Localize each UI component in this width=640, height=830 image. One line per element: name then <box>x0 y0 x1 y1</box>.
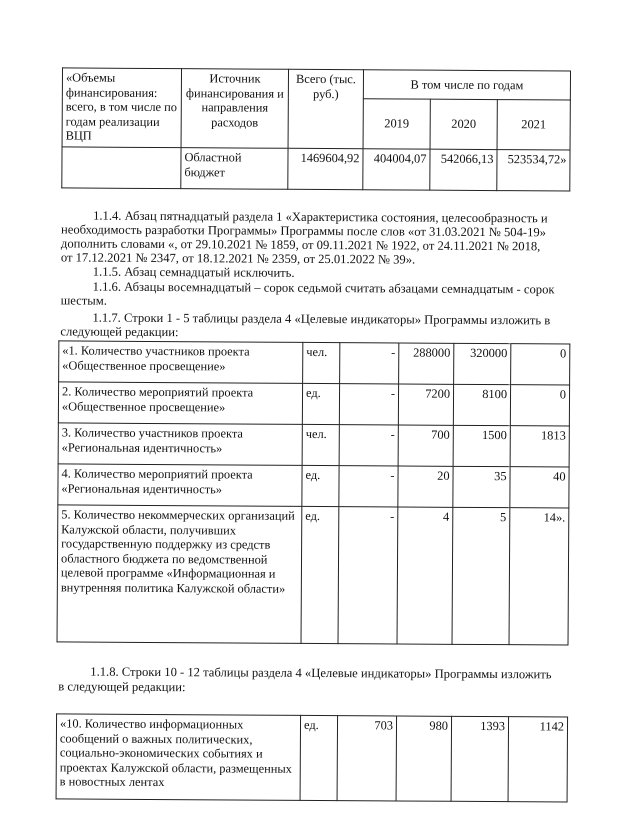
years-header: В том числе по годам <box>363 70 570 100</box>
indicator-name: 4. Количество мероприятий проекта «Региональная идентичность» <box>58 464 302 506</box>
indicator-row <box>58 382 569 426</box>
indicator-name: 2. Количество мероприятий проекта «Общественное просвещение» <box>58 382 302 424</box>
total-cell: 1469604,92 <box>288 148 363 189</box>
indicator-value: 1500 <box>453 425 510 466</box>
source-cell: Областной бюджет <box>181 148 288 190</box>
indicator-value: 14». <box>509 508 569 645</box>
indicator-value: - <box>339 425 398 466</box>
indicator-unit: ед. <box>301 506 339 643</box>
indicator-value: 1393 <box>451 716 509 801</box>
indicator-row <box>56 714 568 802</box>
indicator-value: 5 <box>452 507 510 644</box>
indicator-value: 8100 <box>453 384 510 425</box>
para-1-1-8-a: 1.1.8. Строки 10 - 12 таблицы раздела 4 «Целевые индикаторы» Программы изложить <box>90 664 552 682</box>
indicator-name: 5. Количество некоммерческих организаций Калужской области, получивших государственную поддержку из средств областного бюджета по ведомственной целевой программе «Информационная и внутренняя политика Калужской области» <box>57 505 302 643</box>
indicator-row <box>58 464 569 508</box>
indicator-value: 20 <box>398 466 453 507</box>
indicator-row <box>59 341 570 385</box>
indicator-name: 3. Количество участников проекта «Региональная идентичность» <box>58 423 302 465</box>
financing-label: «Объемы финансирования: всего, в том числе по годам реализации ВЦП <box>62 68 181 148</box>
para-1-1-7-a: 1.1.7. Строки 1 - 5 таблицы раздела 4 «Целевые индикаторы» Программы изложить в <box>92 310 551 328</box>
year-2019: 2019 <box>363 99 430 150</box>
indicator-unit: чел. <box>302 424 339 465</box>
indicator-value: 0 <box>510 385 569 426</box>
para-1-1-4-d: от 17.12.2021 № 2347, от 18.12.2021 № 2359, от 25.01.2022 № 39». <box>60 250 416 267</box>
para-1-1-8-b: в следующей редакции: <box>58 679 186 695</box>
indicator-unit: ед. <box>300 715 338 800</box>
para-1-1-6-a: 1.1.6. Абзацы восемнадцатый – сорок седьмой считать абзацами семнадцатым - сорок <box>92 279 555 297</box>
para-1-1-4-b: необходимость разработки Программы» Программы после слов «от 31.03.2021 № 504-19» <box>60 222 547 240</box>
indicator-value: 980 <box>396 716 452 801</box>
indicator-value: 4 <box>397 507 453 644</box>
indicator-value: - <box>338 507 398 644</box>
indicator-value: 1142 <box>508 717 568 802</box>
value-2019: 404004,07 <box>363 149 430 190</box>
indicator-name: «10. Количество информационных сообщений о важных политических, социально-экономических событиях и проектах Калужской области, размещенных в новостных лентах <box>56 714 301 800</box>
total-header: Всего (тыс. руб.) <box>288 69 363 148</box>
value-2020: 542066,13 <box>430 149 497 190</box>
para-1-1-4-a: 1.1.4. Абзац пятнадцатый раздела 1 «Характеристика состояния, целесообразность и <box>93 208 548 226</box>
indicator-value: 40 <box>510 467 569 508</box>
indicator-row <box>58 423 569 467</box>
indicator-value: - <box>339 466 398 507</box>
para-1-1-4-c: дополнить словами «, от 29.10.2021 № 1859, от 09.11.2021 № 1922, от 24.11.2021 № 2018, <box>60 236 541 254</box>
indicator-value: 700 <box>398 425 453 466</box>
indicator-row <box>57 505 569 645</box>
source-header: Источник финансирования и направления расходов <box>181 69 288 149</box>
para-1-1-7-b: следующей редакции: <box>60 324 179 340</box>
indicator-value: - <box>339 384 398 425</box>
indicator-value: 7200 <box>398 384 453 425</box>
indicator-value: 320000 <box>454 343 511 384</box>
indicators-table-2 <box>56 713 569 802</box>
indicator-unit: чел. <box>303 342 340 383</box>
value-2021: 523534,72» <box>497 150 570 191</box>
para-1-1-6-b: шестым. <box>60 293 107 308</box>
indicator-value: 288000 <box>399 343 454 384</box>
indicator-unit: ед. <box>302 465 339 506</box>
financing-table <box>61 67 571 191</box>
indicator-value: 1813 <box>510 426 569 467</box>
para-1-1-5: 1.1.5. Абзац семнадцатый исключить. <box>92 264 295 280</box>
indicator-unit: ед. <box>302 383 339 424</box>
indicator-value: 0 <box>511 344 570 385</box>
indicator-value: 35 <box>453 466 510 507</box>
year-2021: 2021 <box>497 99 570 150</box>
year-2020: 2020 <box>430 99 497 150</box>
indicator-value: 703 <box>337 716 397 801</box>
indicator-name: «1. Количество участников проекта «Общественное просвещение» <box>59 341 303 383</box>
indicators-table <box>57 340 571 645</box>
indicator-value: - <box>340 343 399 384</box>
